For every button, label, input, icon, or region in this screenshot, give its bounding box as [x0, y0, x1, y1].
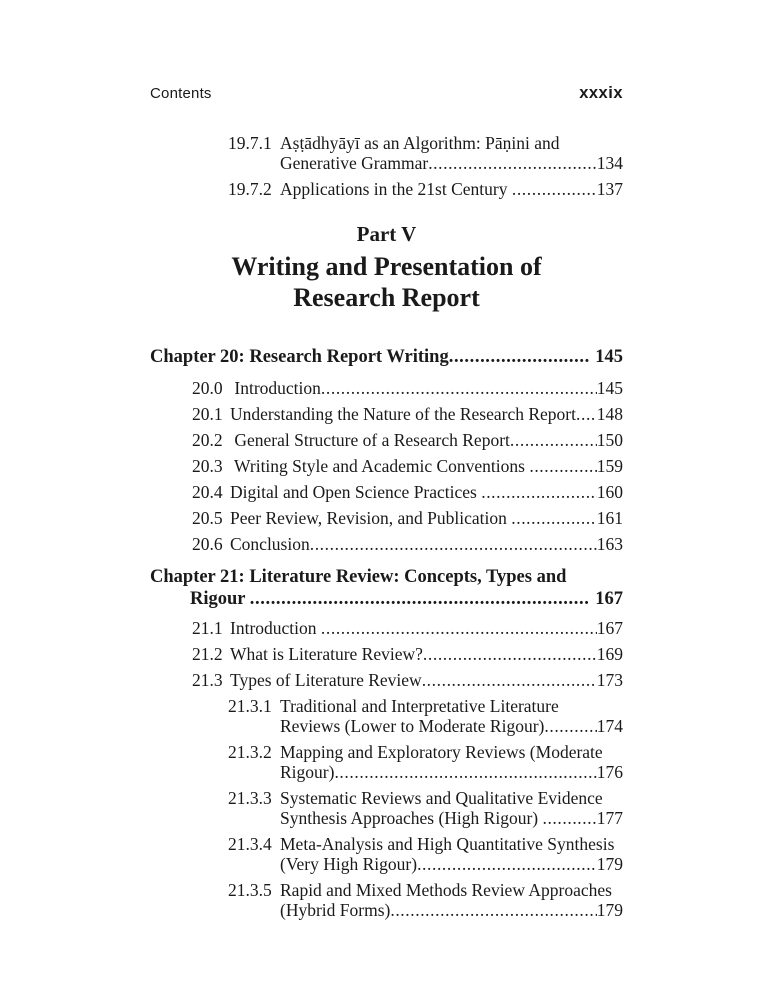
table-of-contents: [150, 126, 623, 926]
entry-page: 179: [596, 900, 623, 920]
entry-page: 176: [596, 762, 623, 782]
toc-entry-20-2: [150, 430, 623, 450]
toc-entry-21-1: [150, 618, 623, 638]
toc-entry-21-3-1: [150, 696, 623, 736]
entry-number: 20.0: [192, 378, 223, 398]
entry-page: 161: [596, 508, 623, 528]
dot-leader: [510, 430, 597, 450]
toc-entry-19-7-2: [150, 179, 623, 199]
entry-title: Types of Literature Review: [230, 670, 422, 690]
chapter-21-heading: [150, 566, 623, 610]
dot-leader: [390, 900, 596, 920]
toc-entry-20-6: [150, 534, 623, 554]
page-number-roman: xxxix: [579, 84, 623, 102]
entry-page: 137: [596, 179, 623, 199]
entry-number: 20.6: [192, 534, 223, 554]
dot-leader: [310, 534, 597, 554]
entry-page: 163: [596, 534, 623, 554]
dot-leader: [334, 762, 596, 782]
toc-entry-21-3-2: [150, 742, 623, 782]
entry-number: 21.3.4: [228, 834, 272, 854]
dot-leader: [544, 716, 596, 736]
chapter-title: Chapter 20: Research Report Writing: [150, 347, 449, 367]
entry-title: Meta-Analysis and High Quantitative Synthesis: [280, 834, 615, 854]
entry-title-continuation: Synthesis Approaches (High Rigour): [280, 808, 543, 828]
dot-leader: [511, 508, 597, 528]
entry-page: 177: [596, 808, 623, 828]
entry-page: 169: [596, 644, 623, 664]
entry-number: 20.3: [192, 456, 223, 476]
dot-leader: [512, 179, 597, 199]
entry-number: 20.2: [192, 430, 223, 450]
entry-number: 20.1: [192, 404, 223, 424]
entry-number: 21.3.3: [228, 788, 272, 808]
toc-entry-21-3-3: [150, 788, 623, 828]
toc-entry-20-3: [150, 456, 623, 476]
entry-title: Writing Style and Academic Conventions: [230, 456, 530, 476]
part-title-line-2: Research Report: [293, 283, 480, 312]
toc-entry-21-2: [150, 644, 623, 664]
entry-number: 21.3.5: [228, 880, 272, 900]
entry-page: 179: [596, 854, 623, 874]
entry-page: 160: [596, 482, 623, 502]
dot-leader: [423, 644, 597, 664]
entry-title: Traditional and Interpretative Literature: [280, 696, 559, 716]
entry-page: 159: [596, 456, 623, 476]
dot-leader: [576, 404, 597, 424]
entry-title-continuation: (Very High Rigour): [280, 854, 418, 874]
dot-leader: [250, 588, 589, 610]
entry-title-continuation: Generative Grammar: [280, 153, 429, 173]
entry-title: Aṣṭādhyāyī as an Algorithm: Pāṇini and: [280, 133, 560, 153]
entry-page: 174: [596, 716, 623, 736]
entry-page: 145: [596, 378, 623, 398]
toc-entry-21-3: [150, 670, 623, 690]
chapter-title-continuation: Rigour: [190, 589, 250, 609]
entry-title: Introduction: [230, 618, 321, 638]
part-label: Part V: [356, 222, 417, 246]
dot-leader: [529, 456, 596, 476]
entry-number: 21.3.2: [228, 742, 272, 762]
toc-entry-20-1: [150, 404, 623, 424]
entry-title-continuation: Reviews (Lower to Moderate Rigour): [280, 716, 545, 736]
toc-entry-20-4: [150, 482, 623, 502]
entry-number: 21.3.1: [228, 696, 272, 716]
toc-entry-20-0: [150, 378, 623, 398]
entry-number: 21.1: [192, 618, 223, 638]
part-title-line-1: Writing and Presentation of: [231, 252, 542, 281]
chapter-title: Chapter 21: Literature Review: Concepts, Types and: [150, 567, 567, 587]
dot-leader: [428, 153, 597, 173]
entry-number: 19.7.2: [228, 179, 272, 199]
entry-title-continuation: Rigour): [280, 762, 335, 782]
running-header-title: Contents: [150, 85, 212, 102]
entry-title: What is Literature Review?: [230, 644, 423, 664]
entry-number: 20.5: [192, 508, 223, 528]
entry-title: Rapid and Mixed Methods Review Approaches: [280, 880, 612, 900]
entry-page: 167: [596, 618, 623, 638]
dot-leader: [422, 670, 597, 690]
entry-number: 21.2: [192, 644, 223, 664]
chapter-19-carryover: [150, 133, 623, 199]
entry-title: Applications in the 21st Century: [280, 179, 512, 199]
part-title: [150, 251, 623, 313]
toc-entry-19-7-1: [150, 133, 623, 173]
chapter-page: 145: [595, 347, 623, 367]
entry-page: 148: [596, 404, 623, 424]
dot-leader: [321, 378, 597, 398]
chapter-20-heading: [150, 346, 623, 368]
entry-number: 19.7.1: [228, 133, 272, 153]
entry-number: 21.3: [192, 670, 223, 690]
entry-title: General Structure of a Research Report: [230, 430, 510, 450]
dot-leader: [417, 854, 597, 874]
entry-page: 134: [596, 153, 623, 173]
dot-leader: [449, 346, 590, 368]
running-header: [150, 84, 623, 103]
entry-number: 20.4: [192, 482, 223, 502]
toc-entry-21-3-5: [150, 880, 623, 920]
entry-title: Mapping and Exploratory Reviews (Moderate: [280, 742, 603, 762]
entry-title: Peer Review, Revision, and Publication: [230, 508, 512, 528]
entry-page: 150: [596, 430, 623, 450]
entry-title: Conclusion: [230, 534, 310, 554]
entry-title: Understanding the Nature of the Research Report: [230, 404, 576, 424]
entry-title: Introduction: [230, 378, 321, 398]
entry-page: 173: [596, 670, 623, 690]
entry-title: Digital and Open Science Practices: [230, 482, 482, 502]
toc-entry-20-5: [150, 508, 623, 528]
entry-title: Systematic Reviews and Qualitative Evidence: [280, 788, 603, 808]
toc-entry-21-3-4: [150, 834, 623, 874]
chapter-page: 167: [595, 589, 623, 609]
entry-title-continuation: (Hybrid Forms): [280, 900, 391, 920]
dot-leader: [542, 808, 596, 828]
dot-leader: [321, 618, 597, 638]
dot-leader: [481, 482, 597, 502]
